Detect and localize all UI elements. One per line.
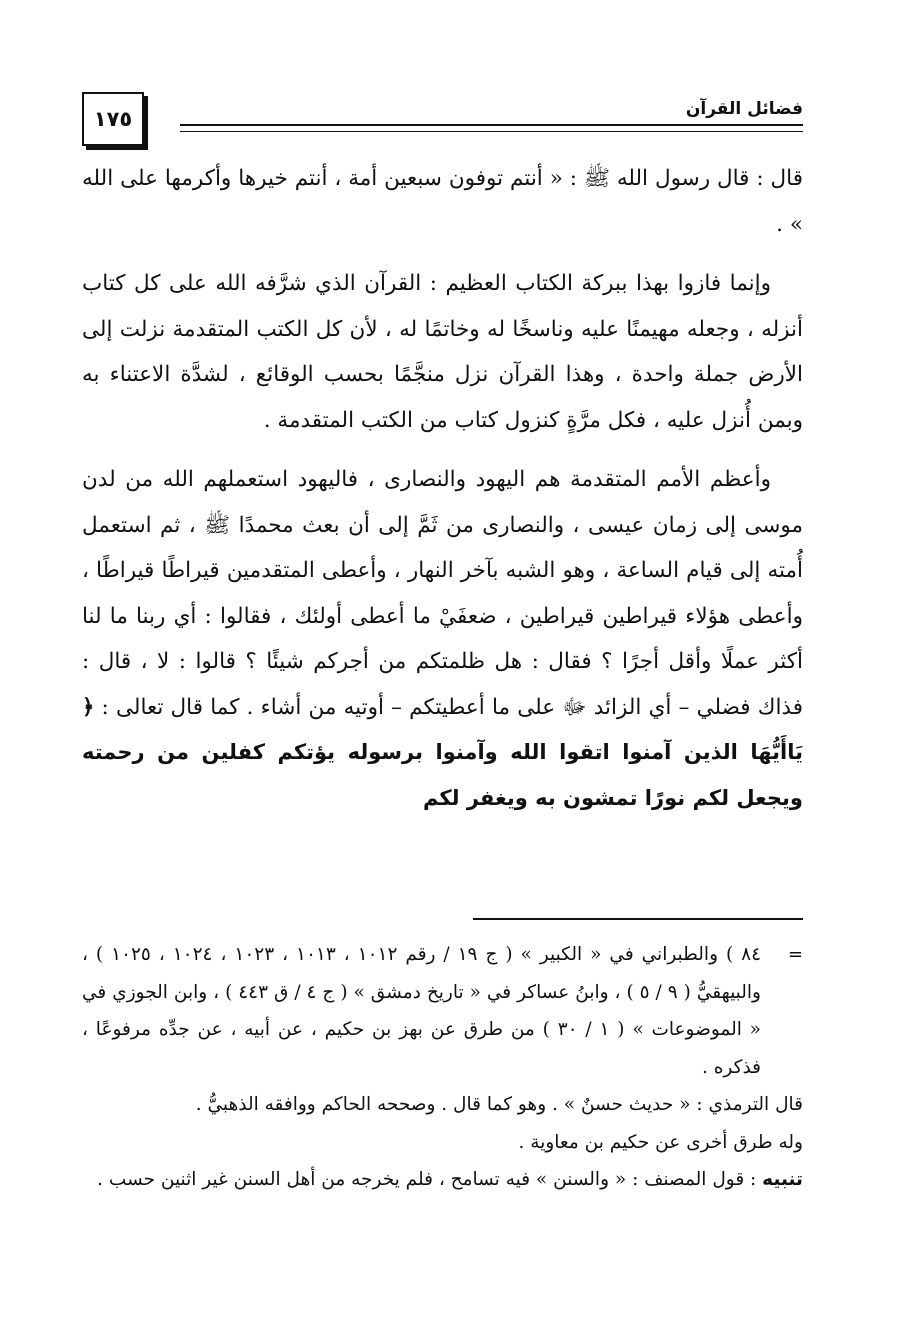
footnotes	[82, 936, 803, 1199]
header-rule	[180, 124, 803, 126]
main-text	[82, 156, 803, 835]
quran-verse: ﴿ يَاأَيُّهَا الذين آمنوا اتقوا الله وآمنوا برسوله يؤتكم كفلين من رحمته ويجعل لكم نورًا تمشون به ويغفر لكم	[82, 694, 803, 810]
paragraph-2: وإنما فازوا بهذا ببركة الكتاب العظيم : القرآن الذي شرَّفه الله على كل كتاب أنزله ، وجعله مهيمنًا عليه وناسخًا له وخاتمًا له ، لأن كل الكتب المتقدمة نزلت إلى الأرض جملة واحدة ، وهذا القرآن نزل منجَّمًا بحسب الوقائع ، لشدَّة الاعتناء به وبمن أُنزل عليه ، فكل مرَّةٍ كنزول كتاب من الكتب المتقدمة .	[82, 271, 803, 433]
footnote-4	[82, 1161, 803, 1199]
note-label: تنبيه	[762, 1169, 803, 1190]
footnote-continuation-mark: =	[787, 944, 803, 965]
running-title: فضائل القرآن	[685, 99, 803, 119]
paragraph-3	[82, 457, 803, 821]
footnote-1: ٨٤ ) والطبراني في « الكبير » ( ج ١٩ / رقم ١٠١٢ ، ١٠١٣ ، ١٠٢٣ ، ١٠٢٤ ، ١٠٢٥ ) ، والبيهقيُّ ( ٩ / ٥ ) ، وابنُ عساكر في « تاريخ دمشق » ( ج ٤ / ق ٤٤٣ ) ، وابن الجوزي في « الموضوعات » ( ١ / ٣٠ ) من طرق عن بهز بن حكيم ، عن أبيه ، عن جدِّه مرفوعًا ، فذكره .	[82, 944, 762, 1078]
footnote-separator	[473, 918, 803, 920]
paragraph-3-text: وأعظم الأمم المتقدمة هم اليهود والنصارى ، فاليهود استعملهم الله من لدن موسى إلى زمان عيسى ، والنصارى من ثَمَّ إلى أن بعث محمدًا ﷺ ، ثم استعمل أُمته إلى قيام الساعة ، وهو الشبه بآخر النهار ، وأعطى المتقدمين قيراطًا قيراطًا ، وأعطى هؤلاء قيراطين قيراطين ، ضعفَيْ ما أعطى أولئك ، فقالوا : أي ربنا ما لنا أكثر عملًا وأقل أجرًا ؟ فقال : هل ظلمتكم من أجركم شيئًا ؟ قالوا : لا ، قال : فذاك فضلي – أي الزائد ﷻ على ما أعطيتكم – أوتيه من أشاء . كما قال تعالى :	[82, 467, 803, 720]
note-text: : قول المصنف : « والسنن » فيه تسامح ، فلم يخرجه من أهل السنن غير اثنين حسب .	[97, 1169, 763, 1190]
paragraph-1: قال : قال رسول الله ﷺ : « أنتم توفون سبعين أمة ، أنتم خيرها وأكرمها على الله » .	[82, 166, 803, 237]
footnote-2: قال الترمذي : « حديث حسنٌ » . وهو كما قال . وصححه الحاكم ووافقه الذهبيُّ .	[195, 1094, 803, 1115]
header-rule-thin	[180, 131, 803, 132]
footnote-3: وله طرق أخرى عن حكيم بن معاوية .	[518, 1131, 803, 1153]
page-number: ١٧٥	[82, 92, 144, 146]
